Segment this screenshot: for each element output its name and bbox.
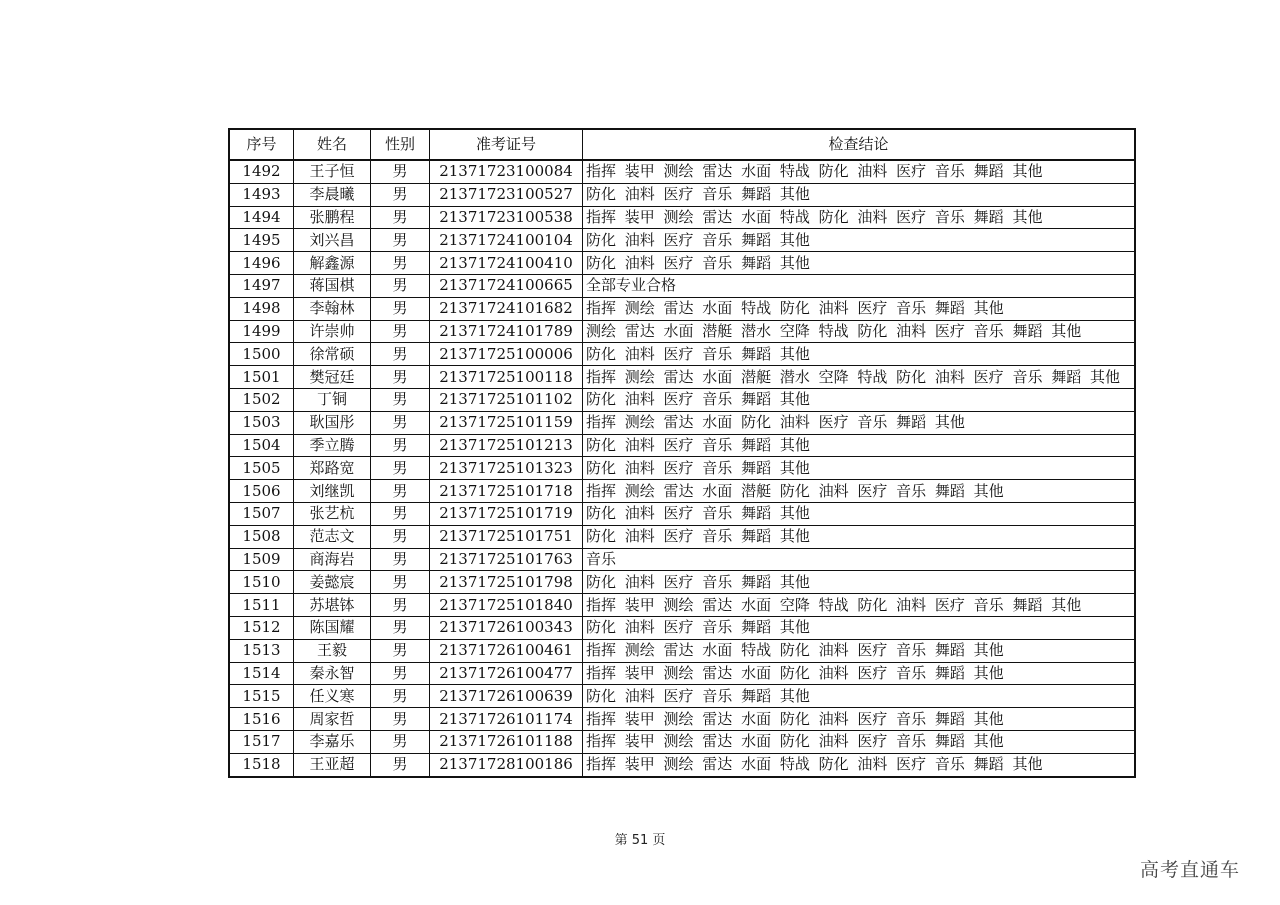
cell-name: 张艺杭 xyxy=(294,502,371,525)
cell-name: 王子恒 xyxy=(294,160,371,183)
table-row xyxy=(229,480,1135,503)
cell-serial: 1503 xyxy=(229,411,294,434)
cell-gender: 男 xyxy=(371,753,430,776)
cell-serial: 1492 xyxy=(229,160,294,183)
cell-serial: 1505 xyxy=(229,457,294,480)
results-table xyxy=(228,128,1136,778)
cell-serial: 1514 xyxy=(229,662,294,685)
table-row xyxy=(229,320,1135,343)
cell-conclusion: 指挥 装甲 测绘 雷达 水面 特战 防化 油料 医疗 音乐 舞蹈 其他 xyxy=(583,206,1136,229)
header-gender: 性别 xyxy=(371,129,430,160)
cell-exam-id: 21371724101682 xyxy=(430,297,583,320)
cell-exam-id: 21371726101188 xyxy=(430,730,583,753)
cell-gender: 男 xyxy=(371,366,430,389)
cell-conclusion: 全部专业合格 xyxy=(583,274,1136,297)
cell-serial: 1506 xyxy=(229,480,294,503)
cell-serial: 1495 xyxy=(229,229,294,252)
cell-gender: 男 xyxy=(371,685,430,708)
cell-name: 徐常硕 xyxy=(294,343,371,366)
cell-serial: 1496 xyxy=(229,252,294,275)
cell-exam-id: 21371725101718 xyxy=(430,480,583,503)
table-body xyxy=(229,160,1135,777)
cell-gender: 男 xyxy=(371,343,430,366)
cell-name: 周家哲 xyxy=(294,708,371,731)
cell-serial: 1501 xyxy=(229,366,294,389)
cell-exam-id: 21371725101213 xyxy=(430,434,583,457)
cell-gender: 男 xyxy=(371,252,430,275)
cell-exam-id: 21371726101174 xyxy=(430,708,583,731)
cell-name: 秦永智 xyxy=(294,662,371,685)
table-row xyxy=(229,708,1135,731)
table-row xyxy=(229,594,1135,617)
table-header-row xyxy=(229,129,1135,160)
table-row xyxy=(229,388,1135,411)
table-row xyxy=(229,616,1135,639)
cell-serial: 1509 xyxy=(229,548,294,571)
cell-serial: 1513 xyxy=(229,639,294,662)
table-row xyxy=(229,730,1135,753)
cell-name: 李嘉乐 xyxy=(294,730,371,753)
cell-exam-id: 21371724100410 xyxy=(430,252,583,275)
cell-name: 郑路宽 xyxy=(294,457,371,480)
cell-exam-id: 21371725101751 xyxy=(430,525,583,548)
cell-gender: 男 xyxy=(371,639,430,662)
cell-conclusion: 测绘 雷达 水面 潜艇 潜水 空降 特战 防化 油料 医疗 音乐 舞蹈 其他 xyxy=(583,320,1136,343)
cell-exam-id: 21371726100477 xyxy=(430,662,583,685)
cell-exam-id: 21371725101719 xyxy=(430,502,583,525)
cell-name: 商海岩 xyxy=(294,548,371,571)
cell-serial: 1504 xyxy=(229,434,294,457)
cell-serial: 1515 xyxy=(229,685,294,708)
cell-gender: 男 xyxy=(371,571,430,594)
header-conclusion: 检查结论 xyxy=(583,129,1136,160)
cell-conclusion: 防化 油料 医疗 音乐 舞蹈 其他 xyxy=(583,183,1136,206)
table-row xyxy=(229,662,1135,685)
cell-name: 王亚超 xyxy=(294,753,371,776)
cell-conclusion: 指挥 装甲 测绘 雷达 水面 特战 防化 油料 医疗 音乐 舞蹈 其他 xyxy=(583,753,1136,776)
cell-name: 姜懿宸 xyxy=(294,571,371,594)
cell-serial: 1502 xyxy=(229,388,294,411)
cell-conclusion: 指挥 装甲 测绘 雷达 水面 空降 特战 防化 油料 医疗 音乐 舞蹈 其他 xyxy=(583,594,1136,617)
table-row xyxy=(229,548,1135,571)
cell-name: 苏堪钵 xyxy=(294,594,371,617)
cell-exam-id: 21371726100639 xyxy=(430,685,583,708)
cell-exam-id: 21371723100538 xyxy=(430,206,583,229)
cell-gender: 男 xyxy=(371,730,430,753)
cell-exam-id: 21371725101798 xyxy=(430,571,583,594)
cell-serial: 1508 xyxy=(229,525,294,548)
cell-conclusion: 音乐 xyxy=(583,548,1136,571)
cell-exam-id: 21371725100006 xyxy=(430,343,583,366)
cell-gender: 男 xyxy=(371,480,430,503)
cell-gender: 男 xyxy=(371,297,430,320)
table-row xyxy=(229,160,1135,183)
table-row xyxy=(229,525,1135,548)
cell-exam-id: 21371725101323 xyxy=(430,457,583,480)
table-row xyxy=(229,639,1135,662)
page-number: 第 51 页 xyxy=(614,833,666,848)
cell-conclusion: 指挥 测绘 雷达 水面 防化 油料 医疗 音乐 舞蹈 其他 xyxy=(583,411,1136,434)
cell-exam-id: 21371725101102 xyxy=(430,388,583,411)
table-row xyxy=(229,366,1135,389)
header-exam-id: 准考证号 xyxy=(430,129,583,160)
cell-gender: 男 xyxy=(371,616,430,639)
header-name: 姓名 xyxy=(294,129,371,160)
cell-gender: 男 xyxy=(371,502,430,525)
cell-serial: 1499 xyxy=(229,320,294,343)
cell-exam-id: 21371725101840 xyxy=(430,594,583,617)
cell-exam-id: 21371725100118 xyxy=(430,366,583,389)
cell-conclusion: 指挥 装甲 测绘 雷达 水面 防化 油料 医疗 音乐 舞蹈 其他 xyxy=(583,730,1136,753)
cell-serial: 1493 xyxy=(229,183,294,206)
cell-conclusion: 指挥 测绘 雷达 水面 潜艇 防化 油料 医疗 音乐 舞蹈 其他 xyxy=(583,480,1136,503)
table-row xyxy=(229,434,1135,457)
cell-gender: 男 xyxy=(371,457,430,480)
cell-name: 李晨曦 xyxy=(294,183,371,206)
cell-gender: 男 xyxy=(371,229,430,252)
cell-serial: 1510 xyxy=(229,571,294,594)
table-row xyxy=(229,502,1135,525)
cell-name: 王毅 xyxy=(294,639,371,662)
cell-name: 刘兴昌 xyxy=(294,229,371,252)
cell-serial: 1518 xyxy=(229,753,294,776)
cell-name: 蒋国棋 xyxy=(294,274,371,297)
cell-gender: 男 xyxy=(371,411,430,434)
table-row xyxy=(229,411,1135,434)
cell-conclusion: 指挥 测绘 雷达 水面 特战 防化 油料 医疗 音乐 舞蹈 其他 xyxy=(583,297,1136,320)
cell-gender: 男 xyxy=(371,206,430,229)
cell-name: 丁铜 xyxy=(294,388,371,411)
cell-conclusion: 防化 油料 医疗 音乐 舞蹈 其他 xyxy=(583,457,1136,480)
cell-name: 张鹏程 xyxy=(294,206,371,229)
cell-gender: 男 xyxy=(371,594,430,617)
cell-conclusion: 防化 油料 医疗 音乐 舞蹈 其他 xyxy=(583,434,1136,457)
cell-serial: 1494 xyxy=(229,206,294,229)
cell-exam-id: 21371725101159 xyxy=(430,411,583,434)
cell-gender: 男 xyxy=(371,548,430,571)
cell-exam-id: 21371728100186 xyxy=(430,753,583,776)
cell-conclusion: 防化 油料 医疗 音乐 舞蹈 其他 xyxy=(583,229,1136,252)
cell-exam-id: 21371723100084 xyxy=(430,160,583,183)
cell-serial: 1516 xyxy=(229,708,294,731)
table-row xyxy=(229,457,1135,480)
table-row xyxy=(229,183,1135,206)
cell-gender: 男 xyxy=(371,525,430,548)
table-row xyxy=(229,229,1135,252)
cell-conclusion: 防化 油料 医疗 音乐 舞蹈 其他 xyxy=(583,343,1136,366)
table-row xyxy=(229,753,1135,776)
cell-name: 李翰林 xyxy=(294,297,371,320)
cell-conclusion: 防化 油料 医疗 音乐 舞蹈 其他 xyxy=(583,616,1136,639)
cell-gender: 男 xyxy=(371,183,430,206)
cell-name: 樊冠廷 xyxy=(294,366,371,389)
cell-gender: 男 xyxy=(371,708,430,731)
table-row xyxy=(229,297,1135,320)
cell-gender: 男 xyxy=(371,434,430,457)
cell-serial: 1498 xyxy=(229,297,294,320)
cell-gender: 男 xyxy=(371,274,430,297)
cell-conclusion: 指挥 装甲 测绘 雷达 水面 防化 油料 医疗 音乐 舞蹈 其他 xyxy=(583,662,1136,685)
cell-conclusion: 指挥 装甲 测绘 雷达 水面 防化 油料 医疗 音乐 舞蹈 其他 xyxy=(583,708,1136,731)
cell-serial: 1500 xyxy=(229,343,294,366)
cell-conclusion: 指挥 测绘 雷达 水面 特战 防化 油料 医疗 音乐 舞蹈 其他 xyxy=(583,639,1136,662)
cell-exam-id: 21371726100343 xyxy=(430,616,583,639)
table-row xyxy=(229,252,1135,275)
cell-name: 解鑫源 xyxy=(294,252,371,275)
cell-serial: 1517 xyxy=(229,730,294,753)
cell-exam-id: 21371723100527 xyxy=(430,183,583,206)
cell-serial: 1511 xyxy=(229,594,294,617)
cell-serial: 1497 xyxy=(229,274,294,297)
cell-conclusion: 防化 油料 医疗 音乐 舞蹈 其他 xyxy=(583,502,1136,525)
cell-name: 陈国耀 xyxy=(294,616,371,639)
cell-conclusion: 防化 油料 医疗 音乐 舞蹈 其他 xyxy=(583,685,1136,708)
cell-name: 季立腾 xyxy=(294,434,371,457)
cell-serial: 1512 xyxy=(229,616,294,639)
cell-conclusion: 指挥 装甲 测绘 雷达 水面 特战 防化 油料 医疗 音乐 舞蹈 其他 xyxy=(583,160,1136,183)
watermark-logo: 高考直通车 xyxy=(1140,859,1241,881)
cell-exam-id: 21371724100104 xyxy=(430,229,583,252)
cell-exam-id: 21371724100665 xyxy=(430,274,583,297)
table-row xyxy=(229,343,1135,366)
cell-gender: 男 xyxy=(371,160,430,183)
cell-exam-id: 21371725101763 xyxy=(430,548,583,571)
cell-name: 范志文 xyxy=(294,525,371,548)
cell-name: 耿国彤 xyxy=(294,411,371,434)
cell-exam-id: 21371724101789 xyxy=(430,320,583,343)
table-row xyxy=(229,206,1135,229)
header-serial: 序号 xyxy=(229,129,294,160)
cell-gender: 男 xyxy=(371,320,430,343)
cell-conclusion: 指挥 测绘 雷达 水面 潜艇 潜水 空降 特战 防化 油料 医疗 音乐 舞蹈 其他 xyxy=(583,366,1136,389)
cell-serial: 1507 xyxy=(229,502,294,525)
cell-exam-id: 21371726100461 xyxy=(430,639,583,662)
cell-gender: 男 xyxy=(371,662,430,685)
table-row xyxy=(229,274,1135,297)
cell-name: 刘继凯 xyxy=(294,480,371,503)
cell-conclusion: 防化 油料 医疗 音乐 舞蹈 其他 xyxy=(583,388,1136,411)
table-row xyxy=(229,685,1135,708)
cell-conclusion: 防化 油料 医疗 音乐 舞蹈 其他 xyxy=(583,571,1136,594)
cell-name: 许崇帅 xyxy=(294,320,371,343)
cell-conclusion: 防化 油料 医疗 音乐 舞蹈 其他 xyxy=(583,252,1136,275)
cell-name: 任义寒 xyxy=(294,685,371,708)
table-row xyxy=(229,571,1135,594)
cell-conclusion: 防化 油料 医疗 音乐 舞蹈 其他 xyxy=(583,525,1136,548)
cell-gender: 男 xyxy=(371,388,430,411)
